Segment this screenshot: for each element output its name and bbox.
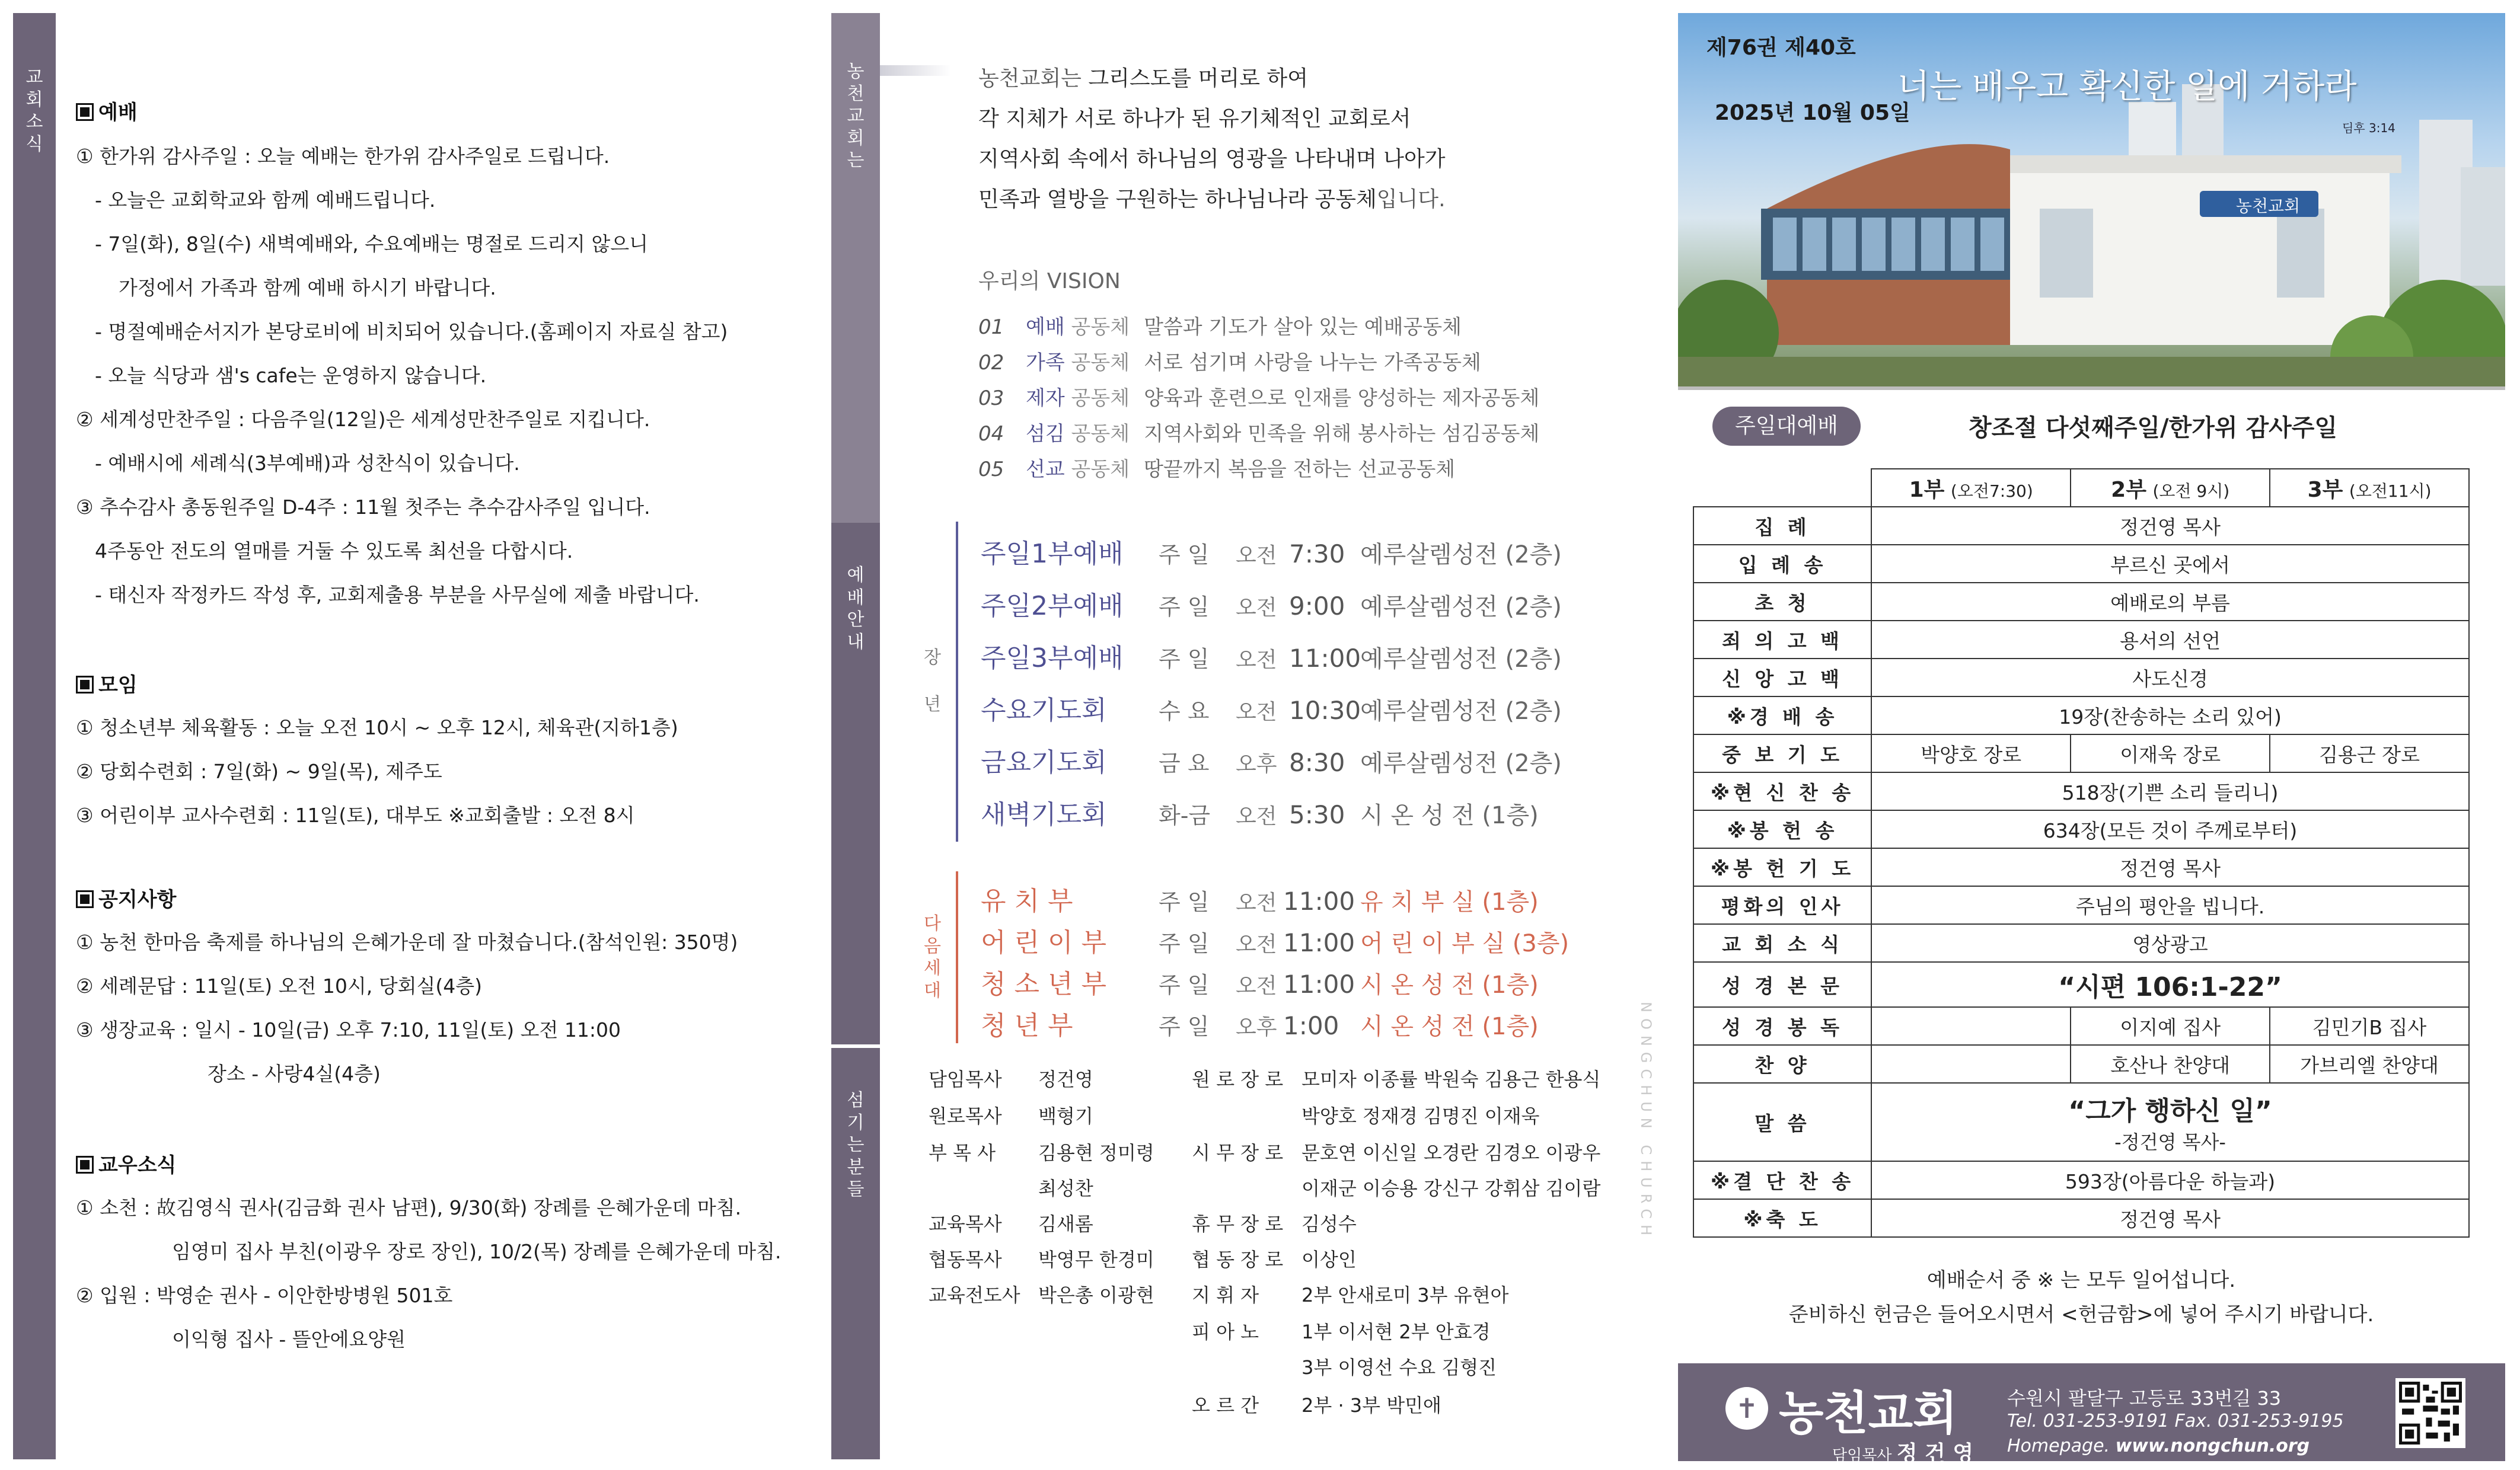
table-row: 교 회 소 식 영상광고 (1693, 924, 2469, 962)
square-bullet-icon (76, 676, 94, 694)
square-bullet-icon (76, 103, 94, 121)
square-bullet-icon (76, 890, 94, 908)
service-row: 새벽기도회 화-금 오전 5:30 시 온 성 전 (1층) (981, 800, 1539, 830)
service-row: 수요기도회 수 요 오전 10:30예루살렘성전 (2층) (981, 695, 1562, 726)
news-item: - 오늘 식당과 샘's cafe는 운영하지 않습니다. (95, 364, 487, 387)
tab-char: 농 (847, 61, 865, 82)
staff-row: 협동목사 박영무 한경미 (929, 1248, 1154, 1271)
table-row: 초 청 예배로의 부름 (1693, 583, 2469, 621)
staff-row: 원 로 장 로 모미자 이종률 박원숙 김용근 한용식 (1192, 1068, 1601, 1091)
table-row: 성 경 본 문 “시편 106:1-22” (1693, 962, 2469, 1007)
tab-char: 식 (25, 133, 43, 155)
tab-char: 회 (847, 127, 865, 149)
news-item: 장소 - 사랑4실(4층) (208, 1062, 381, 1085)
staff-row: 지 휘 자 2부 안새로미 3부 유현아 (1192, 1284, 1509, 1306)
vision-row: 04 섬김 공동체 지역사회와 민족을 위해 봉사하는 섬김공동체 (978, 422, 1540, 446)
service-row: 주일2부예배 주 일 오전 9:00 예루살렘성전 (2층) (981, 591, 1562, 621)
news-item: ② 당회수련회 : 7일(화) ~ 9일(목), 제주도 (76, 760, 442, 783)
service-row: 주일3부예배 주 일 오전 11:00예루살렘성전 (2층) (981, 643, 1562, 673)
table-row: 찬 양 호산나 찬양대 가브리엘 찬양대 (1693, 1045, 2469, 1083)
tab-char: 내 (847, 631, 865, 653)
middle-tab-servants (831, 1048, 880, 1459)
volume-number: 제76권 제40호 (1706, 36, 1856, 60)
tab-char: 들 (847, 1179, 865, 1200)
table-row: 신 앙 고 백 사도신경 (1693, 659, 2469, 696)
intro-line: 민족과 열방을 구원하는 하나님나라 공동체입니다. (978, 187, 1446, 212)
staff-row: 원로목사 백형기 (929, 1105, 1093, 1127)
staff-row: 교육전도사 박은총 이광현 (929, 1284, 1154, 1306)
news-item: ② 세례문답 : 11일(토) 오전 10시, 당회실(4층) (76, 974, 483, 998)
cover-divider (1678, 386, 2505, 390)
tab-char: 안 (847, 609, 865, 630)
staff-row: 부 목 사 김용현 정미령 (929, 1142, 1154, 1164)
intro-decor-line (880, 65, 951, 76)
table-row: ※축 도 정건영 목사 (1693, 1199, 2469, 1237)
building-sign: 농천교회 (2235, 196, 2301, 216)
middle-tab-worship-info (831, 523, 880, 1044)
staff-row: 휴 무 장 로 김성수 (1192, 1213, 1357, 1235)
church-name: 농천교회 (1779, 1387, 1958, 1440)
church-footer (1678, 1363, 2505, 1466)
news-item: - 태신자 작정카드 작성 후, 교회제출용 부분을 사무실에 제출 바랍니다. (95, 583, 700, 606)
news-item: 4주동안 전도의 열매를 거둘 수 있도록 최선을 다합시다. (95, 539, 573, 563)
service-row: 금요기도회 금 요 오후 8:30 예루살렘성전 (2층) (981, 747, 1562, 778)
staff-row: 교육목사 김새롬 (929, 1213, 1093, 1235)
service-row: 어 린 이 부 주 일 오전 11:00 어 린 이 부 실 (3층) (981, 928, 1570, 958)
staff-row: 협 동 장 로 이상인 (1192, 1248, 1357, 1271)
tab-char: 교 (847, 106, 865, 126)
staff-row: 오 르 간 2부 · 3부 박민애 (1192, 1394, 1441, 1417)
news-item: ③ 어린이부 교사수련회 : 11일(토), 대부도 ※교회출발 : 오전 8시 (76, 804, 635, 827)
table-row: ※봉 헌 송 634장(모든 것이 주께로부터) (1693, 810, 2469, 848)
church-homepage[interactable]: Homepage. www.nongchun.org (2007, 1436, 2310, 1456)
news-item: ① 소천 : 故김영식 권사(김금화 권사 남편), 9/30(화) 장례를 은혜가운데 마침. (76, 1196, 742, 1219)
table-row: ※경 배 송 19장(찬송하는 소리 있어) (1693, 696, 2469, 734)
bulletin-date: 2025년 10월 05일 (1715, 101, 1910, 125)
tab-char: 교 (25, 67, 43, 88)
vision-row: 05 선교 공동체 땅끝까지 복음을 전하는 선교공동체 (978, 458, 1456, 481)
news-item: 임영미 집사 부친(이광우 장로 장인), 10/2(목) 장례를 은혜가운데 마침. (172, 1240, 781, 1263)
worship-badge: 주일대예배 (1712, 407, 1861, 446)
service-row: 청 년 부 주 일 오후 1:00 시 온 성 전 (1층) (981, 1011, 1539, 1041)
tab-char: 예 (847, 565, 865, 586)
service-row: 청 소 년 부 주 일 오전 11:00 시 온 성 전 (1층) (981, 969, 1539, 999)
news-item: ① 농천 한마음 축제를 하나님의 은혜가운데 잘 마쳤습니다.(참석인원: 350명) (76, 931, 738, 954)
staff-row: 시 무 장 로 문호연 이신일 오경란 김경오 이광우 (1192, 1142, 1601, 1164)
service-3-header: 3부 (오전11시) (2270, 469, 2469, 507)
square-bullet-icon (76, 1156, 94, 1174)
news-item: ③ 추수감사 총동원주일 D-4주 : 11월 첫주는 추수감사주일 입니다. (76, 496, 650, 519)
next-gen-bar (956, 871, 958, 1043)
tab-char: 배 (847, 587, 865, 608)
staff-row: 담임목사 정건영 (929, 1068, 1093, 1091)
news-item: ② 입원 : 박영순 권사 - 이안한방병원 501호 (76, 1284, 453, 1307)
intro-line: 각 지체가 서로 하나가 된 유기체적인 교회로서 (978, 107, 1411, 131)
section-title-member-news: 교우소식 (76, 1149, 176, 1178)
vision-label: 우리의 VISION (978, 269, 1121, 293)
table-row: ※봉 헌 기 도 정건영 목사 (1693, 848, 2469, 886)
intro-line: 지역사회 속에서 하나님의 영광을 나타내며 나아가 (978, 147, 1446, 171)
table-row: ※결 단 찬 송 593장(아름다운 하늘과) (1693, 1161, 2469, 1199)
church-phone: Tel. 031-253-9191 Fax. 031-253-9195 (2007, 1411, 2344, 1431)
offering-note: 준비하신 헌금은 들어오시면서 <헌금함>에 넣어 주시기 바랍니다. (1788, 1303, 2374, 1327)
motto-reference: 딤후 3:14 (2342, 121, 2395, 135)
news-item: - 7일(화), 8일(수) 새벽예배와, 수요예배는 명절로 드리지 않으니 (95, 232, 648, 255)
tab-char: 분 (847, 1156, 865, 1178)
tab-char: 회 (25, 89, 43, 110)
vision-row: 02 가족 공동체 서로 섬기며 사랑을 나누는 가족공동체 (978, 351, 1481, 375)
next-gen-label: 다 음 세 대 (924, 913, 941, 1001)
service-row: 주일1부예배 주 일 오전 7:30 예루살렘성전 (2층) (981, 539, 1562, 569)
tab-char: 는 (847, 150, 865, 171)
service-1-header: 1부 (오전7:30) (1871, 469, 2071, 507)
table-row: 중 보 기 도 박양호 장로 이재욱 장로 김용근 장로 (1693, 734, 2469, 772)
staff-row: 3부 이영선 수요 김형진 (1302, 1356, 1497, 1379)
tab-char: 천 (847, 83, 865, 104)
staff-row: 박양호 정재경 김명진 이재욱 (1302, 1105, 1540, 1127)
senior-pastor: 담임목사 정 건 영 (1832, 1442, 1974, 1466)
table-row: ※현 신 찬 송 518장(기쁜 소리 들리니) (1693, 772, 2469, 810)
table-row: 성 경 봉 독 이지예 집사 김민기B 집사 (1693, 1007, 2469, 1045)
tab-char: 기 (847, 1112, 865, 1133)
tab-char: 는 (847, 1135, 865, 1155)
left-side-tab (13, 13, 56, 1459)
news-item: - 예배시에 세례식(3부예배)과 성찬식이 있습니다. (95, 452, 520, 475)
vision-row: 03 제자 공동체 양육과 훈련으로 인재를 양성하는 제자공동체 (978, 386, 1540, 410)
news-item: - 오늘은 교회학교와 함께 예배드립니다. (95, 188, 436, 212)
adult-bar (956, 522, 958, 842)
tab-char: 섬 (847, 1090, 865, 1111)
table-row: 입 례 송 부르신 곳에서 (1693, 545, 2469, 583)
service-row: 유 치 부 주 일 오전 11:00 유 치 부 실 (1층) (981, 886, 1539, 916)
table-row: 말 씀 “그가 행하신 일” -정건영 목사- (1693, 1083, 2469, 1161)
intro-line: 농천교회는 그리스도를 머리로 하여 (978, 66, 1308, 91)
church-logo-icon: ✝ (1725, 1387, 1768, 1430)
church-address: 수원시 팔달구 고등로 33번길 33 (2007, 1387, 2282, 1410)
table-row: 죄 의 고 백 용서의 선언 (1693, 621, 2469, 659)
news-item: ① 청소년부 체육활동 : 오늘 오전 10시 ~ 오후 12시, 체육관(지하1층) (76, 716, 678, 739)
adult-label: 장 년 (924, 647, 941, 715)
section-title-meetings: 모임 (76, 669, 138, 698)
vision-row: 01 예배 공동체 말씀과 기도가 살아 있는 예배공동체 (978, 315, 1462, 339)
middle-tab-about (831, 13, 880, 523)
order-of-service (1693, 468, 2470, 1238)
news-item: ③ 생장교육 : 일시 - 10일(금) 오후 7:10, 11일(토) 오전 11:00 (76, 1018, 621, 1041)
table-row (1693, 469, 2469, 507)
tab-char: 소 (25, 111, 43, 132)
staff-row: 이재군 이승용 강신구 강휘삼 김이람 (1302, 1177, 1601, 1200)
service-2-header: 2부 (오전 9시) (2071, 469, 2270, 507)
bulletin-motto: 너는 배우고 확신한 일에 거하라 (1897, 68, 2357, 106)
news-item: ① 한가위 감사주일 : 오늘 예배는 한가위 감사주일로 드립니다. (76, 145, 610, 168)
news-item: 가정에서 가족과 함께 예배 하시기 바랍니다. (119, 276, 496, 299)
church-watermark: NONGCHUN CHURCH (1638, 1002, 1654, 1242)
order-table (1693, 468, 2470, 1238)
table-row: 평화의 인사 주님의 평안을 빕니다. (1693, 886, 2469, 924)
news-item: ② 세계성만찬주일 : 다음주일(12일)은 세계성만찬주일로 지킵니다. (76, 408, 650, 431)
news-item: - 명절예배순서지가 본당로비에 비치되어 있습니다.(홈페이지 자료실 참고) (95, 320, 728, 343)
section-title-notices: 공지사항 (76, 883, 176, 912)
section-title-worship: 예배 (76, 96, 138, 125)
worship-subtitle: 창조절 다섯째주일/한가위 감사주일 (1969, 414, 2338, 442)
qr-code-icon[interactable] (2395, 1378, 2465, 1448)
news-item: 이익형 집사 - 뜰안에요양원 (172, 1328, 406, 1351)
staff-row: 피 아 노 1부 이서현 2부 안효경 (1192, 1321, 1491, 1343)
staff-row: 최성찬 (1038, 1177, 1093, 1200)
table-row: 집 례 정건영 목사 (1693, 507, 2469, 545)
standing-note: 예배순서 중 ※ 는 모두 일어섭니다. (1926, 1268, 2236, 1292)
